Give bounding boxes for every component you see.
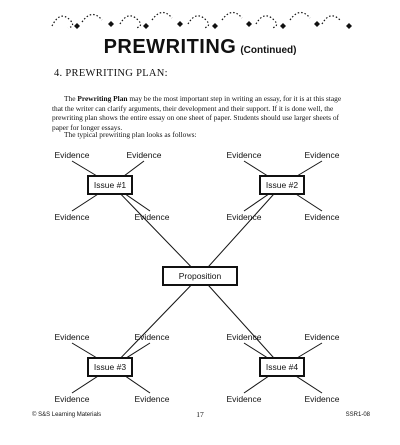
page-title-sub: (Continued) bbox=[240, 45, 297, 56]
paragraph-bold-term: Prewriting Plan bbox=[77, 94, 128, 103]
page-number: 17 bbox=[196, 410, 204, 419]
footer-publisher: © S&S Learning Materials bbox=[32, 412, 102, 418]
evidence-label: Evidence bbox=[134, 332, 170, 342]
evidence-label: Evidence bbox=[54, 150, 90, 160]
issue-2-label: Issue #2 bbox=[265, 180, 299, 190]
section-heading: 4. PREWRITING PLAN: bbox=[54, 68, 168, 79]
issue-4-label: Issue #4 bbox=[265, 362, 299, 372]
evidence-label: Evidence bbox=[304, 212, 340, 222]
issue-1-label: Issue #1 bbox=[93, 180, 127, 190]
issue-3-label: Issue #3 bbox=[93, 362, 127, 372]
evidence-label: Evidence bbox=[54, 332, 90, 342]
paragraph-lead: The bbox=[64, 94, 78, 103]
evidence-label: Evidence bbox=[226, 212, 262, 222]
evidence-label: Evidence bbox=[226, 332, 262, 342]
evidence-label: Evidence bbox=[226, 150, 262, 160]
proposition-label: Proposition bbox=[178, 271, 222, 281]
evidence-label: Evidence bbox=[126, 150, 162, 160]
evidence-label: Evidence bbox=[54, 394, 90, 404]
evidence-label: Evidence bbox=[304, 332, 340, 342]
evidence-label: Evidence bbox=[134, 212, 170, 222]
footer-code: SSR1-08 bbox=[345, 412, 370, 418]
evidence-label: Evidence bbox=[304, 150, 340, 160]
page-title-main: PREWRITING bbox=[103, 36, 237, 58]
evidence-label: Evidence bbox=[54, 212, 90, 222]
evidence-label: Evidence bbox=[226, 394, 262, 404]
diagram-intro: The typical prewriting plan looks as follows: bbox=[64, 130, 197, 139]
evidence-label: Evidence bbox=[134, 394, 170, 404]
evidence-label: Evidence bbox=[304, 394, 340, 404]
paragraph-rest: may be the most important step in writing an essay, for it is at this stage that the writer can clarify arguments, their development and their support. If it is done well, the prewriting plan shows the entire essay on one sheet of paper. Students should use larger sheets of paper for longer essays. bbox=[52, 94, 342, 132]
